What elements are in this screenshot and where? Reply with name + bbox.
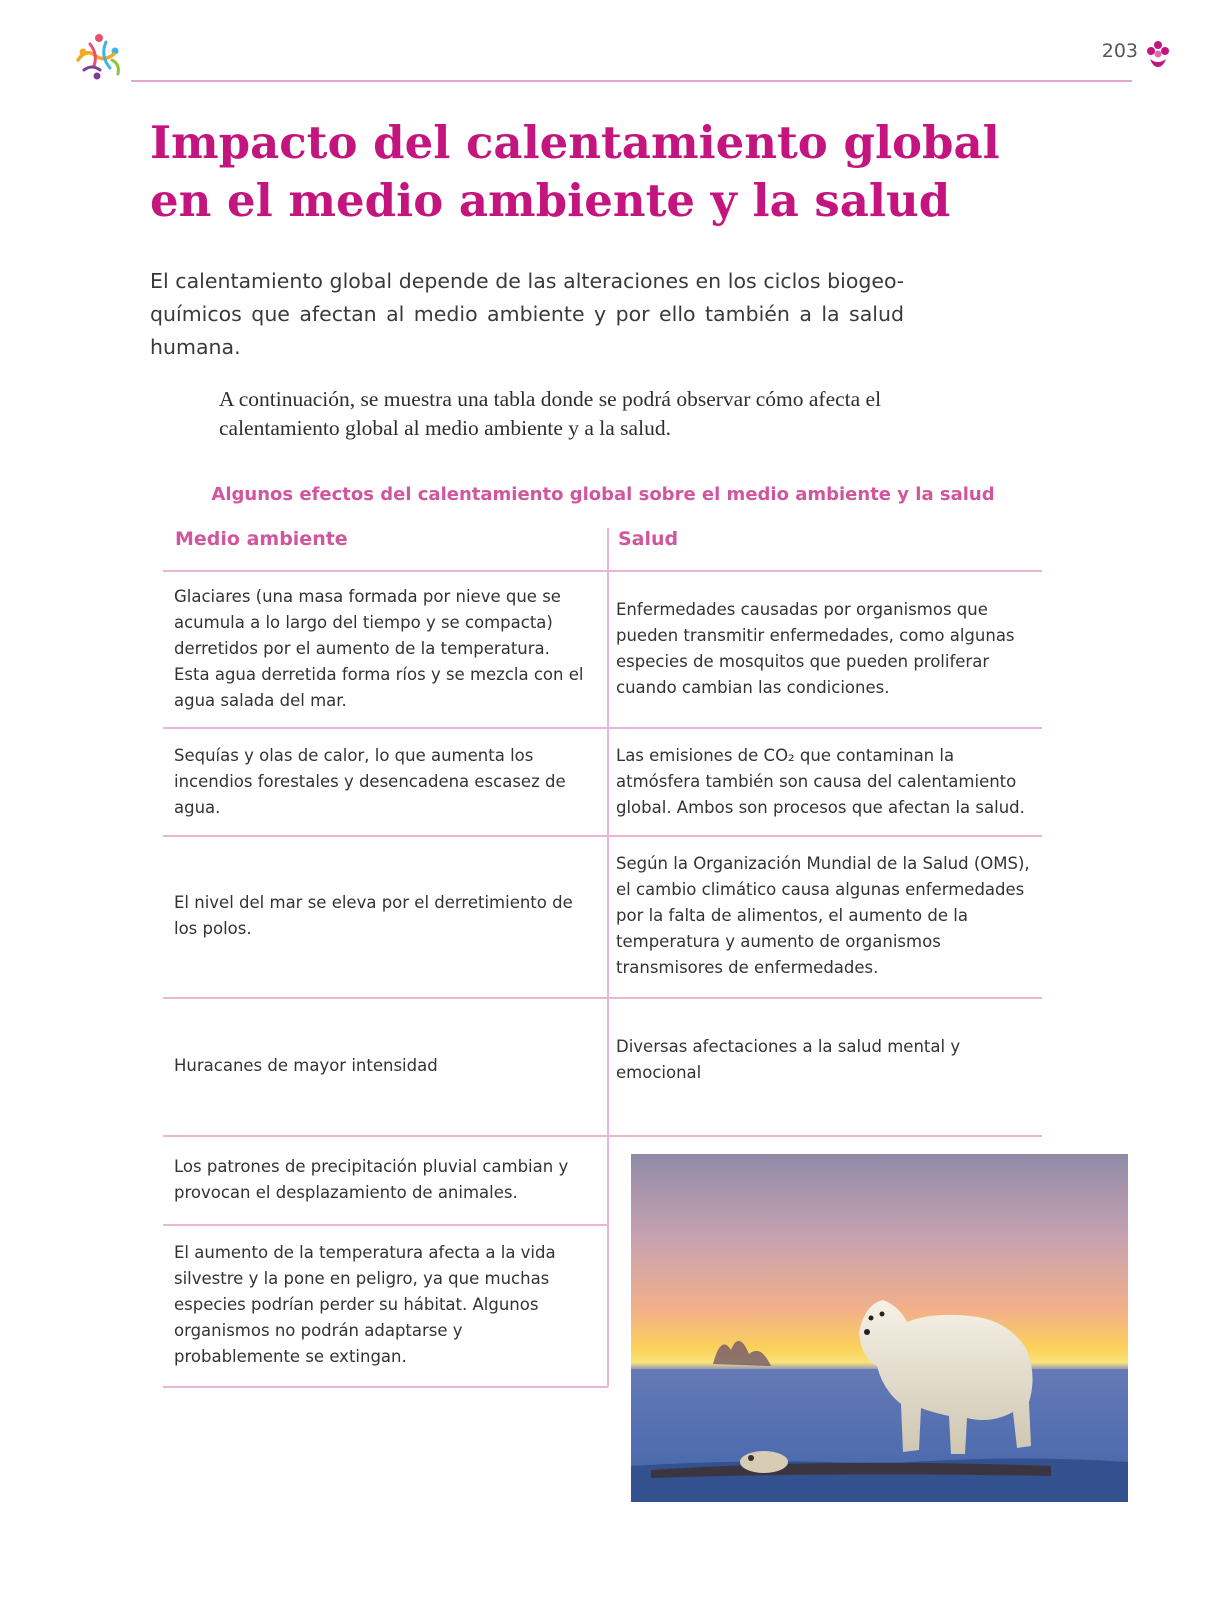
table-row — [174, 1237, 589, 1373]
polar-bear-photo — [631, 1154, 1128, 1502]
table-row — [616, 848, 1036, 984]
header-rule — [131, 80, 1132, 82]
health-cell: Las emisiones de CO₂ que contaminan la atmósfera también son causa del calentamiento global. Ambos son procesos que afectan la salud. — [616, 746, 1025, 817]
environment-cell: El nivel del mar se eleva por el derretimiento de los polos. — [174, 893, 573, 938]
table-caption: Algunos efectos del calentamiento global sobre el medio ambiente y la salud — [211, 484, 995, 505]
table-row — [174, 1010, 584, 1122]
column-header-environment: Medio ambiente — [175, 528, 348, 550]
health-cell: Diversas afectaciones a la salud mental y emocional — [616, 1037, 961, 1082]
environment-cell: El aumento de la temperatura afecta a la vida silvestre y la pone en peligro, ya que muchas especies podrían perder su hábitat. Algunos organismos no podrán adaptarse y probablemente se extingan. — [174, 1243, 556, 1366]
table-row — [616, 740, 1036, 824]
health-cell: Según la Organización Mundial de la Salud (OMS), el cambio climático causa algunas enfermedades por la falta de alimentos, el aumento de la temperatura y aumento de organismos transmisores de enfermedades. — [616, 854, 1030, 977]
table-row — [616, 583, 1031, 715]
environment-cell: Huracanes de mayor intensidad — [174, 1056, 438, 1075]
environment-cell: Los patrones de precipitación pluvial cambian y provocan el desplazamiento de animales. — [174, 1157, 569, 1202]
environment-cell: Sequías y olas de calor, lo que aumenta los incendios forestales y desencadena escasez de agua. — [174, 746, 566, 817]
environment-cell: Glaciares (una masa formada por nieve que se acumula a lo largo del tiempo y se compacta) derretidos por el aumento de la temperatura. Esta agua derretida forma ríos y se mezcla con el agua salada del mar. — [174, 587, 584, 710]
health-cell: Enfermedades causadas por organismos que pueden transmitir enfermedades, como algunas especies de mosquitos que pueden proliferar cuando cambian las condiciones. — [616, 600, 1015, 697]
title-line-1: Impacto del calentamiento global — [150, 116, 1000, 169]
series-logo-icon — [70, 30, 128, 88]
table-intro-note: A continuación, se muestra una tabla donde se podrá observar cómo afecta el calentamiento global al medio ambiente y a la salud. — [219, 387, 882, 440]
table-row — [174, 583, 584, 715]
intro-paragraph: El calentamiento global depende de las alteraciones en los ciclos biogeoquímicos que afectan al medio ambiente y por ello también a la salud humana. — [150, 269, 904, 359]
table-row — [174, 740, 584, 824]
table-row — [174, 848, 584, 984]
page-number: 203 — [1101, 40, 1138, 62]
flower-ornament-icon — [1145, 40, 1171, 68]
table-row — [174, 1148, 584, 1212]
page-title — [150, 114, 1050, 230]
table-row — [616, 1010, 1016, 1110]
title-line-2: en el medio ambiente y la salud — [150, 174, 951, 227]
column-header-health: Salud — [618, 528, 679, 550]
